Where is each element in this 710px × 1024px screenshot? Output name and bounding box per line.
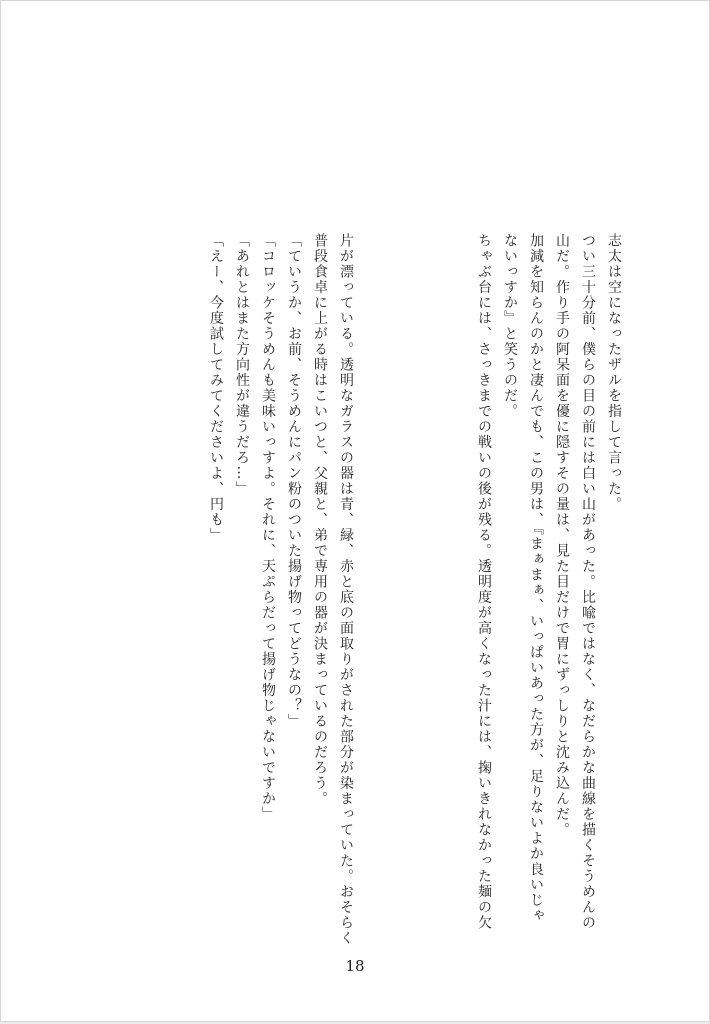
- paragraph: 志太は空になったザルを指して言った。: [606, 233, 622, 512]
- vertical-text-body: [203, 233, 627, 945]
- paragraph: 加減を知らんのかと凄んでも、この男は、『まぁまぁ、いっぱいあった方が、足りないよか良いじゃ: [528, 233, 544, 924]
- paragraph: 「コロッケそうめんも美味いっすよ。それに、天ぷらだって揚げ物じゃないですか」: [260, 233, 276, 822]
- paragraph: 山だ。作り手の阿呆面を優に隠すその量は、見た目だけで胃にずっしりと沈み込んだ。: [554, 233, 570, 838]
- paragraph: 普段食卓に上がる時はこいつと、父親と、弟で専用の器が決まっているのだろう。: [312, 233, 328, 807]
- paragraph: ないっすか』と笑うのだ。: [502, 233, 518, 419]
- paragraph: 片が漂っている。透明なガラスの器は青、緑、赤と底の面取りがされた部分が染まっていた。おそらく: [338, 233, 354, 946]
- paragraph: 「ていうか、お前、そうめんにパン粉のついた揚げ物ってどうなの？」: [286, 233, 302, 729]
- paragraph: 「えー、今度試してみてくださいよ、円も」: [208, 233, 224, 543]
- paragraph: つい三十分前、僕らの目の前には白い山があった。比喩ではなく、なだらかな曲線を描くそうめんの: [580, 233, 596, 931]
- paragraph: ちゃぶ台には、さっきまでの戦いの後が残る。透明度が高くなった汁には、掬いきれなかった麺の欠: [476, 233, 492, 931]
- page-number: 18: [345, 957, 365, 975]
- paragraph: 「あれとはまた方向性が違うだろ…」: [234, 233, 250, 497]
